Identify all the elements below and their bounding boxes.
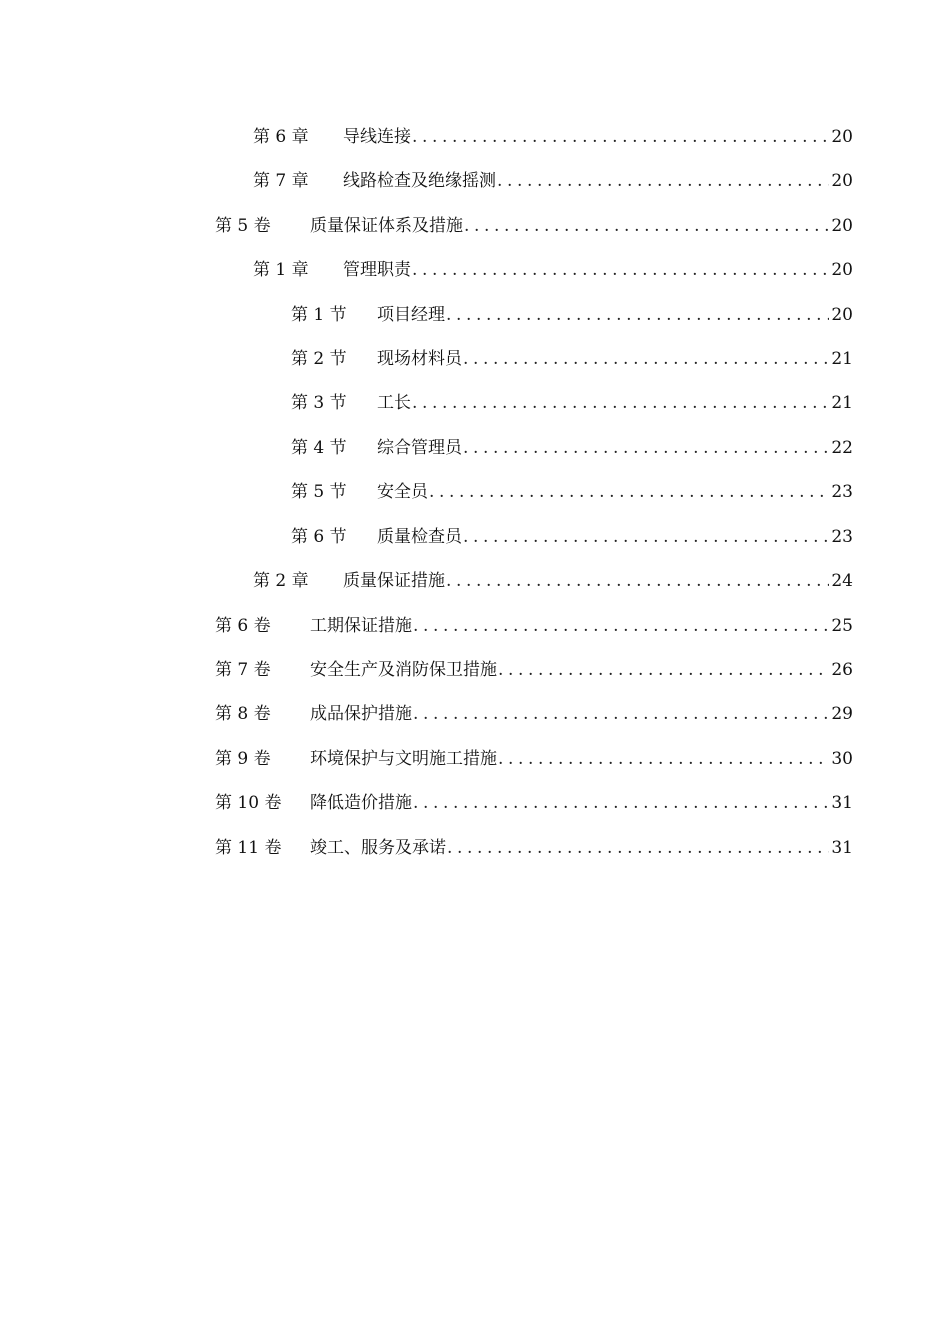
toc-entry[interactable] [215, 744, 853, 774]
toc-entry-number: 第 7 卷 [215, 660, 271, 680]
toc-dot-leader [463, 522, 829, 552]
toc-entry[interactable] [215, 611, 853, 641]
toc-entry-number: 第 8 卷 [215, 704, 271, 724]
toc-entry-number: 第 5 节 [291, 482, 347, 502]
toc-entry-page: 31 [831, 838, 853, 858]
toc-entry-title: 质量检查员 [377, 527, 462, 547]
toc-entry-page: 21 [831, 393, 853, 413]
toc-entry-title: 综合管理员 [377, 438, 462, 458]
toc-entry-number: 第 5 卷 [215, 216, 271, 236]
toc-entry-number: 第 7 章 [253, 171, 309, 191]
toc-entry-number: 第 11 卷 [215, 838, 282, 858]
toc-entry-title: 环境保护与文明施工措施 [310, 749, 497, 769]
toc-entry-page: 20 [831, 305, 853, 325]
toc-entry-page: 25 [831, 616, 853, 636]
toc-dot-leader [413, 699, 829, 729]
toc-entry-title: 现场材料员 [377, 349, 462, 369]
toc-entry-number: 第 1 节 [291, 305, 347, 325]
toc-entry[interactable] [291, 522, 853, 552]
toc-entry-page: 31 [831, 793, 853, 813]
toc-entry-number: 第 6 卷 [215, 616, 271, 636]
toc-entry-number: 第 6 节 [291, 527, 347, 547]
toc-entry-title: 工长 [377, 393, 411, 413]
toc-entry-page: 23 [831, 482, 853, 502]
toc-dot-leader [447, 833, 829, 863]
toc-entry-page: 22 [831, 438, 853, 458]
toc-entry-number: 第 2 章 [253, 571, 309, 591]
toc-entry-title: 成品保护措施 [310, 704, 412, 724]
toc-entry[interactable] [291, 300, 853, 330]
toc-dot-leader [497, 166, 829, 196]
toc-entry-number: 第 9 卷 [215, 749, 271, 769]
toc-dot-leader [498, 744, 829, 774]
toc-entry-page: 30 [831, 749, 853, 769]
toc-entry[interactable] [253, 122, 853, 152]
toc-entry-page: 20 [831, 171, 853, 191]
toc-dot-leader [446, 300, 829, 330]
toc-entry[interactable] [215, 699, 853, 729]
toc-entry-number: 第 1 章 [253, 260, 309, 280]
toc-entry-title: 竣工、服务及承诺 [310, 838, 446, 858]
toc-dot-leader [463, 344, 829, 374]
toc-entry-title: 工期保证措施 [310, 616, 412, 636]
toc-dot-leader [463, 433, 829, 463]
toc-entry-title: 线路检查及绝缘摇测 [343, 171, 496, 191]
toc-entry[interactable] [215, 655, 853, 685]
toc-dot-leader [412, 388, 829, 418]
toc-dot-leader [413, 788, 829, 818]
toc-dot-leader [446, 566, 829, 596]
toc-dot-leader [429, 477, 829, 507]
toc-entry-title: 安全员 [377, 482, 428, 502]
toc-dot-leader [498, 655, 829, 685]
toc-entry-title: 质量保证措施 [343, 571, 445, 591]
toc-entry[interactable] [215, 788, 853, 818]
toc-dot-leader [412, 255, 829, 285]
toc-entry-title: 安全生产及消防保卫措施 [310, 660, 497, 680]
toc-entry-number: 第 10 卷 [215, 793, 282, 813]
toc-entry[interactable] [291, 344, 853, 374]
toc-entry-number: 第 3 节 [291, 393, 347, 413]
toc-entry-page: 20 [831, 260, 853, 280]
toc-entry-page: 21 [831, 349, 853, 369]
toc-entry-page: 23 [831, 527, 853, 547]
toc-entry[interactable] [215, 833, 853, 863]
toc-entry-title: 项目经理 [377, 305, 445, 325]
toc-dot-leader [412, 122, 829, 152]
toc-entry[interactable] [291, 433, 853, 463]
toc-entry[interactable] [253, 566, 853, 596]
toc-entry-number: 第 6 章 [253, 127, 309, 147]
toc-entry-page: 20 [831, 127, 853, 147]
toc-entry-page: 26 [831, 660, 853, 680]
toc-entry-number: 第 2 节 [291, 349, 347, 369]
toc-entry[interactable] [215, 211, 853, 241]
toc-dot-leader [464, 211, 829, 241]
toc-entry-page: 29 [831, 704, 853, 724]
toc-entry-title: 降低造价措施 [310, 793, 412, 813]
toc-entry[interactable] [291, 388, 853, 418]
toc-entry-title: 管理职责 [343, 260, 411, 280]
toc-entry-title: 导线连接 [343, 127, 411, 147]
toc-entry[interactable] [253, 255, 853, 285]
toc-entry-title: 质量保证体系及措施 [310, 216, 463, 236]
toc-entry-page: 20 [831, 216, 853, 236]
toc-entry[interactable] [291, 477, 853, 507]
toc-entry[interactable] [253, 166, 853, 196]
toc-entry-page: 24 [831, 571, 853, 591]
toc-dot-leader [413, 611, 829, 641]
toc-entry-number: 第 4 节 [291, 438, 347, 458]
